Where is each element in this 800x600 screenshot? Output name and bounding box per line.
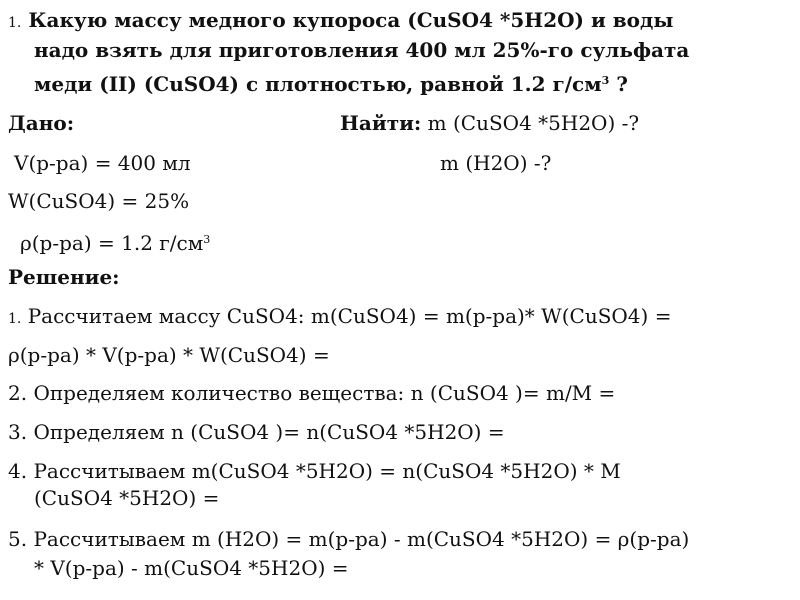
step-1-text: Рассчитаем массу CuSO4: m(CuSO4) = m(р-ра)* W(CuSO4) =: [27, 304, 672, 328]
problem-text-2: надо взять для приготовления 400 мл 25%-го сульфата: [34, 38, 690, 62]
solution-step-2: 2. Определяем количество вещества: n (CuSO4 )= m/M =: [8, 381, 616, 405]
problem-text-3-sup: 3: [601, 74, 610, 87]
given-density: [20, 228, 210, 255]
solution-step-4: 4. Рассчитываем m(CuSO4 *5H2O) = n(CuSO4 *5H2O) * M: [8, 459, 621, 483]
solution-step-5-cont: * V(р-ра) - m(CuSO4 *5H2O) =: [34, 556, 349, 580]
find-line-1: [340, 111, 639, 135]
solution-step-5: 5. Рассчитываем m (H2O) = m(р-ра) - m(CuSO4 *5H2O) = ρ(р-ра): [8, 527, 690, 551]
problem-line-3: [34, 69, 628, 96]
solution-label: Решение:: [8, 265, 120, 289]
solution-step-4-cont: (CuSO4 *5H2O) =: [34, 486, 220, 510]
given-density-sup: 3: [203, 233, 211, 246]
solution-step-3: 3. Определяем n (CuSO4 )= n(CuSO4 *5H2O) =: [8, 420, 505, 444]
problem-text-3: меди (II) (CuSO4) с плотностью, равной 1.2 г/см: [34, 72, 602, 96]
solution-step-1-cont: ρ(р-ра) * V(р-ра) * W(CuSO4) =: [8, 343, 330, 367]
find-item-2: m (H2O) -?: [440, 151, 552, 175]
problem-text-3-end: ?: [609, 72, 628, 96]
problem-number: 1.: [8, 15, 22, 31]
given-density-text: ρ(р-ра) = 1.2 г/см: [20, 231, 204, 255]
solution-step-1: [8, 304, 671, 331]
problem-line-2: [34, 38, 689, 62]
given-volume: V(р-ра) = 400 мл: [14, 151, 191, 175]
problem-text-1: Какую массу медного купороса (CuSO4 *5H2O) и воды: [28, 8, 674, 32]
given-fraction: W(CuSO4) = 25%: [8, 189, 190, 213]
find-item-1: m (CuSO4 *5H2O) -?: [427, 111, 640, 135]
given-label: Дано:: [8, 111, 75, 135]
step-1-number: 1.: [8, 311, 22, 327]
find-label: Найти:: [340, 111, 422, 135]
problem-line-1: [8, 8, 673, 35]
